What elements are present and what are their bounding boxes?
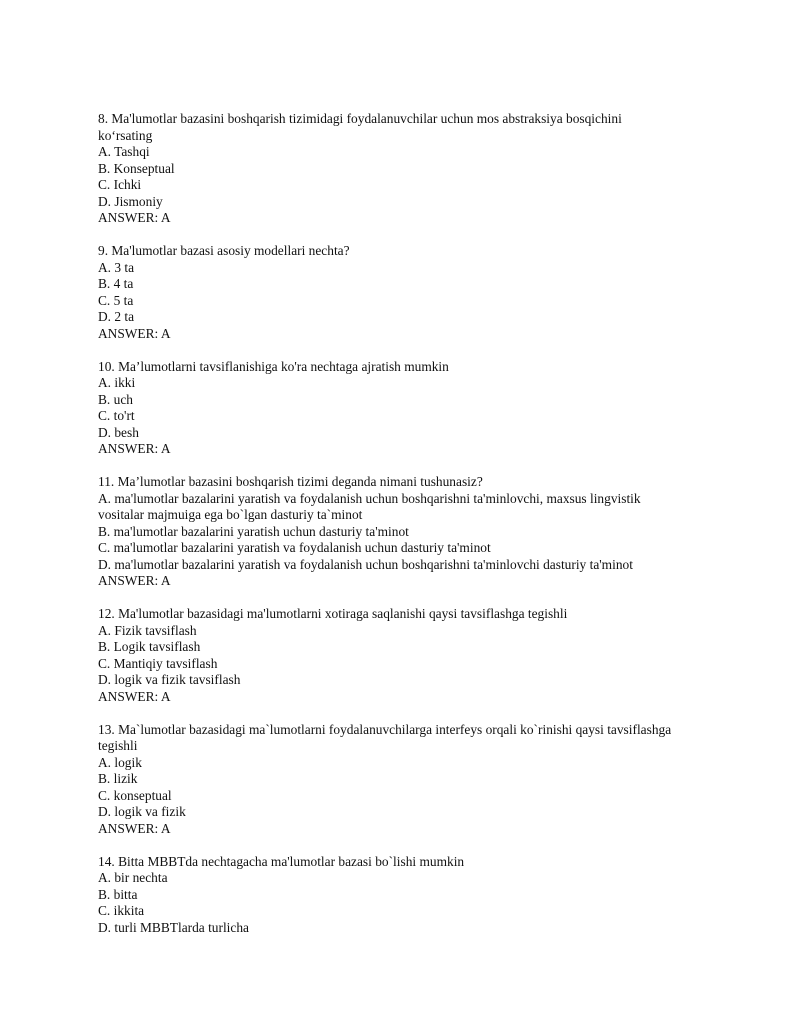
question-9 [98, 243, 698, 342]
answer-line: ANSWER: A [98, 688, 171, 704]
option-b: B. uch [98, 391, 133, 407]
option-c: C. to'rt [98, 408, 135, 423]
option-c: C. ma'lumotlar bazalarini yaratish va foydalanish uchun dasturiy ta'minot [98, 540, 491, 555]
option-d: D. logik va fizik tavsiflash [98, 672, 241, 687]
option-a: A. ikki [98, 375, 136, 390]
option-b: B. Logik tavsiflash [98, 639, 201, 654]
question-text: 13. Ma`lumotlar bazasidagi ma`lumotlarni foydalanuvchilarga interfeys orqali ko`rinishi qaysi tavsiflashga tegishli [98, 721, 672, 753]
question-10 [98, 359, 698, 458]
option-b: B. bitta [98, 886, 138, 902]
option-c: C. Ichki [98, 177, 142, 192]
question-14 [98, 854, 698, 937]
option-c: C. ikkita [98, 903, 145, 918]
option-c: C. konseptual [98, 787, 172, 803]
question-11 [98, 474, 698, 590]
question-text: 8. Ma'lumotlar bazasini boshqarish tizimidagi foydalanuvchilar uchun mos abstraksiya bosqichini ko‘rsating [98, 111, 622, 143]
option-b: B. 4 ta [98, 276, 134, 291]
answer-line: ANSWER: A [98, 441, 171, 456]
option-b: B. Konseptual [98, 160, 175, 176]
option-a: A. bir nechta [98, 870, 168, 885]
answer-line: ANSWER: A [98, 325, 171, 341]
option-c: C. 5 ta [98, 292, 134, 308]
option-d: D. Jismoniy [98, 193, 163, 209]
question-text: 10. Ma’lumotlarni tavsiflanishiga ko'ra nechtaga ajratish mumkin [98, 358, 449, 374]
answer-line: ANSWER: A [98, 210, 171, 225]
document-page [98, 111, 698, 953]
answer-line: ANSWER: A [98, 820, 171, 836]
question-text: 11. Ma’lumotlar bazasini boshqarish tizimi deganda nimani tushunasiz? [98, 474, 483, 489]
option-a: A. logik [98, 754, 142, 770]
option-d: D. turli MBBTlarda turlicha [98, 919, 249, 935]
question-13 [98, 722, 698, 838]
option-a: A. Fizik tavsiflash [98, 622, 197, 638]
question-text: 12. Ma'lumotlar bazasidagi ma'lumotlarni xotiraga saqlanishi qaysi tavsiflashga tegishli [98, 606, 568, 621]
option-d: D. logik va fizik [98, 804, 186, 819]
answer-line: ANSWER: A [98, 573, 171, 588]
option-c: C. Mantiqiy tavsiflash [98, 655, 218, 671]
option-d: D. ma'lumotlar bazalarini yaratish va foydalanish uchun boshqarishni ta'minlovchi dasturiy ta'minot [98, 556, 633, 572]
question-text: 9. Ma'lumotlar bazasi asosiy modellari nechta? [98, 243, 350, 258]
question-text: 14. Bitta MBBTda nechtagacha ma'lumotlar bazasi bo`lishi mumkin [98, 853, 465, 869]
option-d: D. besh [98, 424, 139, 440]
option-a: A. ma'lumotlar bazalarini yaratish va foydalanish uchun boshqarishni ta'minlovchi, maxsus lingvistik vositalar majmuiga ega bo`lgan dasturiy ta`minot [98, 490, 641, 522]
option-d: D. 2 ta [98, 309, 135, 324]
option-b: B. ma'lumotlar bazalarini yaratish uchun dasturiy ta'minot [98, 523, 409, 539]
question-12 [98, 606, 698, 705]
question-8 [98, 111, 698, 227]
option-b: B. lizik [98, 771, 138, 786]
option-a: A. Tashqi [98, 144, 150, 159]
option-a: A. 3 ta [98, 259, 135, 275]
